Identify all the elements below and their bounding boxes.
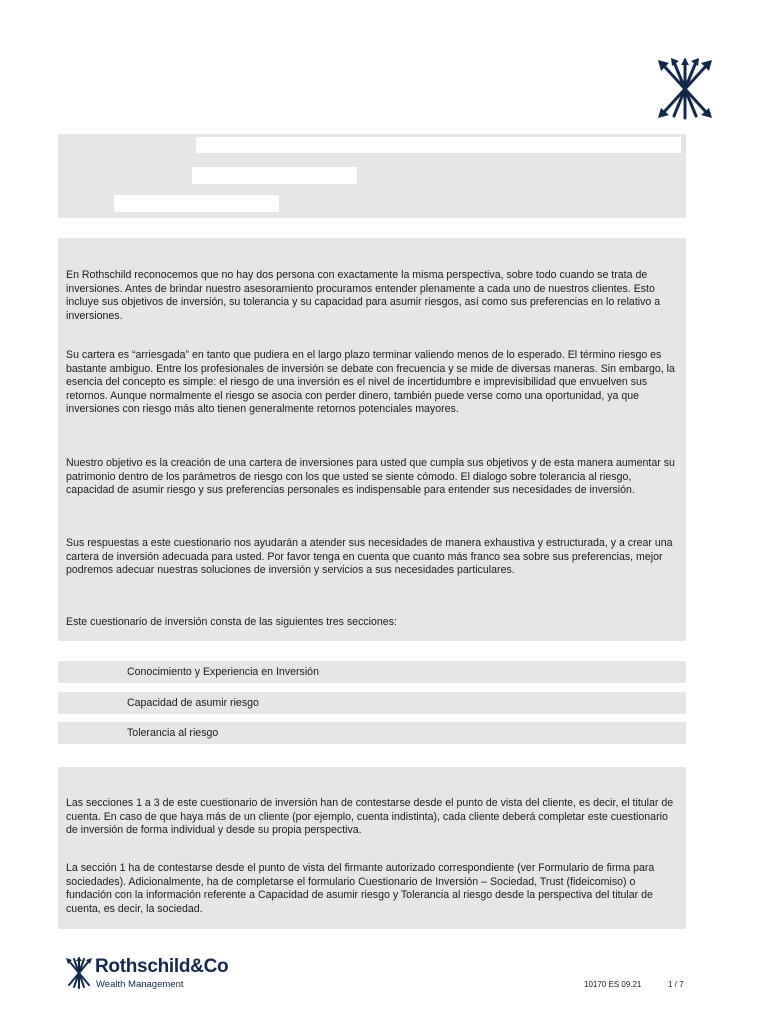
section-item-risk-tolerance — [58, 722, 686, 744]
intro-paragraph-2: Su cartera es “arriesgada” en tanto que pudiera en el largo plazo terminar valiendo menos de lo esperado. El término riesgo es bastante ambiguo. Entre los profesionales de inversión se debate con frecuencia y se mide de diversas maneras. Sin embargo, la esencia del concepto es simple: el riesgo de una inversión es el nivel de incertidumbre e imprevisibilidad que envuelven sus retornos. Aunque normalmente el riesgo se asocia con perder dinero, también puede verse como una oportunidad, ya que inversiones con riesgo más alto tienen generalmente retornos potenciales mayores. — [66, 349, 675, 416]
section-item-knowledge — [58, 661, 686, 683]
brand-subtitle: Wealth Management — [96, 979, 184, 990]
notes-paragraph-1: Las secciones 1 a 3 de este cuestionario de inversión han de contestarse desde el punto de vista del cliente, es decir, el titular de cuenta. En caso de que haya más de un cliente (por ejemplo, cuenta indistinta), cada cliente deberá completar este cuestionario de inversión de forma individual y desde su propia perspectiva. — [66, 797, 674, 837]
intro-panel — [58, 238, 686, 641]
intro-paragraph-5: Este cuestionario de inversión consta de las siguientes tres secciones: — [66, 616, 397, 628]
section-label: Tolerancia al riesgo — [127, 727, 219, 739]
account-number-field[interactable] — [192, 167, 357, 184]
intro-paragraph-3: Nuestro objetivo es la creación de una cartera de inversiones para usted que cumpla sus objetivos y de esta manera aumentar su patrimonio dentro de los parámetros de riesgo con los que usted se siente cómodo. El dialogo sobre tolerancia al riesgo, capacidad de asumir riesgo y sus preferencias personales es indispensable para entender sus necesidades de inversión. — [66, 457, 675, 497]
intro-paragraph-4: Sus respuestas a este cuestionario nos ayudarán a atender sus necesidades de manera exhaustiva y estructurada, y a crear una cartera de inversión adecuada para usted. Por favor tenga en cuenta que cuanto más franco sea sobre sus preferencias, mejor podremos adecuar nuestras soluciones de inversión y servicios a sus necesidades particulares. — [66, 537, 673, 577]
section-label: Capacidad de asumir riesgo — [127, 697, 259, 709]
header-fields-panel — [58, 134, 686, 218]
notes-panel — [58, 767, 686, 929]
rothschild-arrows-emblem-icon — [65, 957, 93, 989]
document-code: 10170 ES 09.21 — [584, 980, 642, 989]
date-field[interactable] — [114, 195, 279, 212]
section-item-risk-capacity — [58, 692, 686, 714]
client-name-field[interactable] — [196, 137, 681, 153]
page-number: 1 / 7 — [668, 980, 684, 989]
notes-paragraph-2: La sección 1 ha de contestarse desde el punto de vista del firmante autorizado correspondiente (ver Formulario de firma para sociedades). Adicionalmente, ha de completarse el formulario Cuestionario de Inversión – Sociedad, Trust (fideicomiso) o fundación con la información referente a Capacidad de asumir riesgo y Tolerancia al riesgo desde la perspectiva del titular de cuenta, es decir, la sociedad. — [66, 862, 655, 915]
intro-paragraph-1: En Rothschild reconocemos que no hay dos persona con exactamente la misma perspectiva, sobre todo cuando se trata de inversiones. Antes de brindar nuestro asesoramiento procuramos entender plenamente a cada uno de nuestros clientes. Esto incluye sus objetivos de inversión, su tolerancia y su capacidad para asumir riesgos, así como sus preferencias en lo relativo a inversiones. — [66, 269, 661, 322]
rothschild-arrows-emblem-icon — [656, 58, 714, 120]
section-label: Conocimiento y Experiencia en Inversión — [127, 666, 319, 678]
brand-name: Rothschild&Co — [95, 956, 229, 977]
